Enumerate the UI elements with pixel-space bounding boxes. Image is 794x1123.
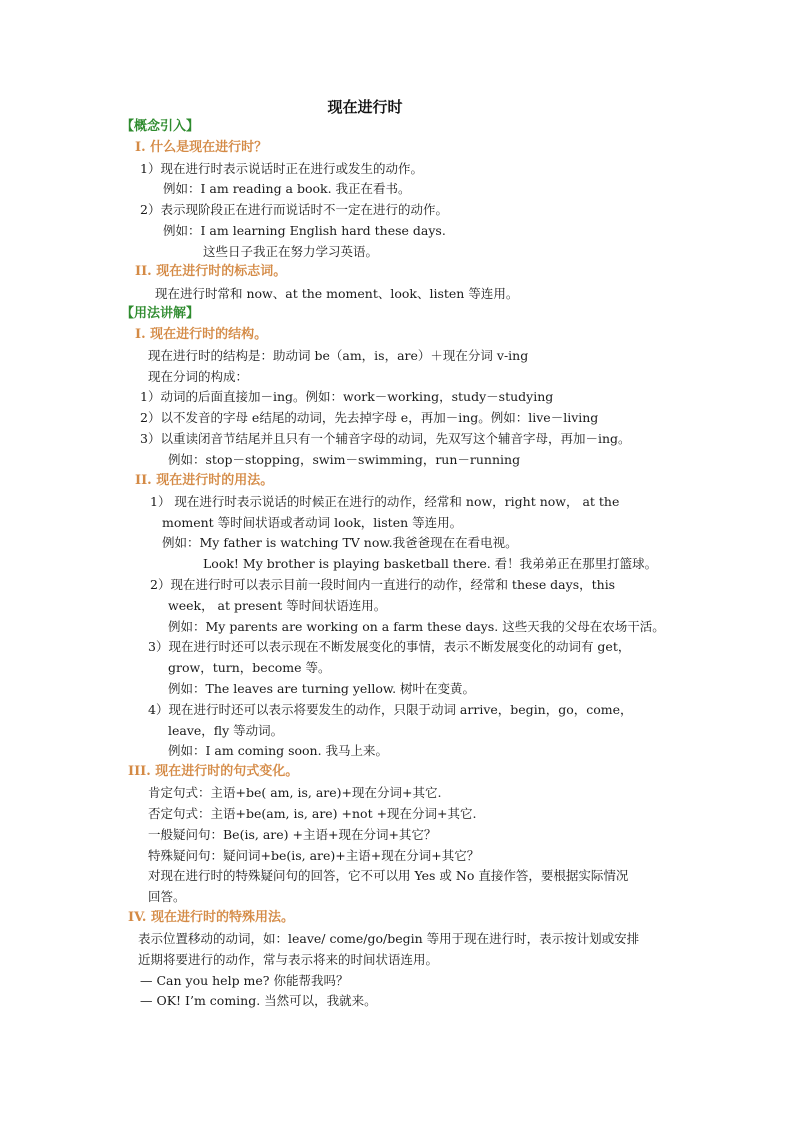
text-line: 现在分词的构成： — [148, 369, 249, 384]
text-line: 2）以不发音的字母 e结尾的动词，先去掉字母 e，再加－ing。例如：live－living — [140, 410, 599, 425]
dialogue-line: — OK! I’m coming. 当然可以，我就来。 — [140, 993, 377, 1008]
page-title: 现在进行时 — [327, 98, 403, 116]
text-line: 现在进行时常和 now、at the moment、look、listen 等连用。 — [155, 286, 519, 301]
example-line: 例如：I am coming soon. 我马上来。 — [168, 743, 389, 758]
example-line: 例如：I am reading a book. 我正在看书。 — [163, 181, 411, 196]
heading-sentence-forms: III. 现在进行时的句式变化。 — [128, 764, 299, 779]
text-line: 1）动词的后面直接加－ing。例如：work－working，study－studying — [140, 389, 554, 404]
example-line: Look! My brother is playing basketball there. 看！我弟弟正在那里打篮球。 — [203, 556, 658, 571]
text-line: 3）以重读闭音节结尾并且只有一个辅音字母的动词，先双写这个辅音字母，再加－ing。 — [140, 431, 631, 446]
example-line: 例如：My father is watching TV now.我爸爸现在在看电视。 — [162, 535, 518, 550]
example-translation: 这些日子我正在努力学习英语。 — [203, 244, 379, 259]
text-line: 4）现在进行时还可以表示将要发生的动作，只限于动词 arrive，begin，go，come， — [148, 702, 633, 717]
text-line: 现在进行时的结构是：助动词 be（am，is，are）＋现在分词 v-ing — [148, 348, 529, 363]
text-line: leave，fly 等动词。 — [168, 723, 284, 738]
text-line: 肯定句式：主语+be( am, is, are)+现在分词+其它. — [148, 785, 442, 800]
text-line: 表示位置移动的动词，如：leave/ come/go/begin 等用于现在进行时，表示按计划或安排 — [138, 931, 640, 946]
example-line: 例如：The leaves are turning yellow. 树叶在变黄。 — [168, 681, 476, 696]
text-line: grow，turn，become 等。 — [168, 660, 331, 675]
example-line: 例如：My parents are working on a farm these days. 这些天我的父母在农场干活。 — [168, 619, 665, 634]
heading-what-is: I. 什么是现在进行时？ — [135, 140, 268, 155]
section-label-concept: 【概念引入】 — [121, 119, 200, 134]
text-line: 近期将要进行的动作，常与表示将来的时间状语连用。 — [138, 952, 439, 967]
text-line: 2）现在进行时可以表示目前一段时间内一直进行的动作，经常和 these days，this — [150, 577, 616, 592]
dialogue-line: — Can you help me? 你能帮我吗？ — [140, 973, 349, 988]
text-line: 对现在进行时的特殊疑问句的回答，它不可以用 Yes 或 No 直接作答，要根据实际情况 — [148, 868, 629, 883]
example-line: 例如：I am learning English hard these days. — [163, 223, 446, 238]
text-line: 否定句式：主语+be(am, is, are) +not +现在分词+其它. — [148, 806, 477, 821]
section-label-usage: 【用法讲解】 — [121, 306, 200, 321]
text-line: 回答。 — [148, 889, 186, 904]
heading-special-usage: IV. 现在进行时的特殊用法。 — [128, 910, 294, 925]
text-line: 特殊疑问句：疑问词+be(is, are)+主语+现在分词+其它？ — [148, 848, 480, 863]
text-line: moment 等时间状语或者动词 look，listen 等连用。 — [162, 515, 463, 530]
text-line: 2）表示现阶段正在进行而说话时不一定在进行的动作。 — [140, 202, 448, 217]
text-line: 一般疑问句：Be(is, are) +主语+现在分词+其它？ — [148, 827, 437, 842]
text-line: 1）现在进行时表示说话时正在进行或发生的动作。 — [140, 161, 423, 176]
text-line: 3）现在进行时还可以表示现在不断发展变化的事情，表示不断发展变化的动词有 get， — [148, 639, 631, 654]
heading-usage: II. 现在进行时的用法。 — [135, 473, 274, 488]
heading-signal-words: II. 现在进行时的标志词。 — [135, 264, 287, 279]
example-line: 例如：stop－stopping，swim－swimming，run－running — [168, 452, 521, 467]
text-line: week， at present 等时间状语连用。 — [168, 598, 387, 613]
text-line: 1） 现在进行时表示说话的时候正在进行的动作，经常和 now，right now， at the — [150, 494, 620, 509]
heading-structure: I. 现在进行时的结构。 — [135, 327, 268, 342]
